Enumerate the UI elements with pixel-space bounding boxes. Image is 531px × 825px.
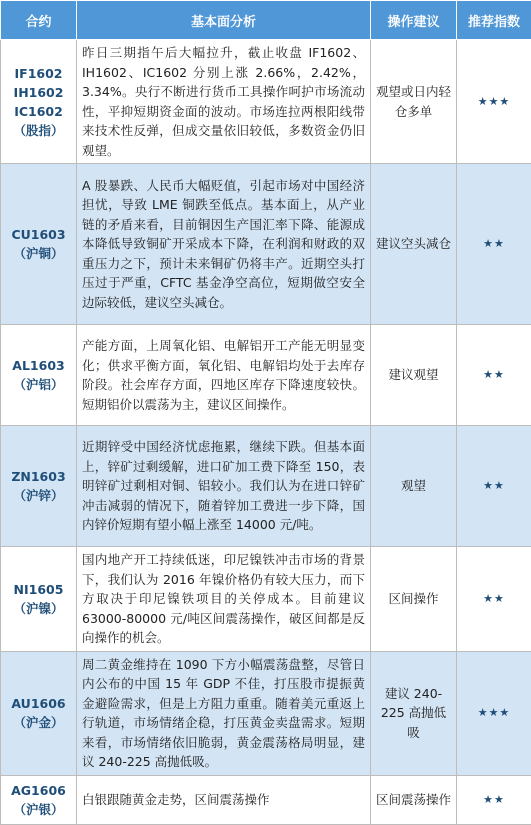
contract-code: AU1606 bbox=[3, 694, 74, 713]
header-analysis: 基本面分析 bbox=[77, 1, 371, 40]
rating-stars: ★★ bbox=[457, 775, 531, 824]
header-contract: 合约 bbox=[1, 1, 77, 40]
rating-stars: ★★ bbox=[457, 164, 531, 325]
contract-cell bbox=[1, 651, 77, 775]
contract-code: ZN1603 bbox=[3, 467, 74, 486]
rating-stars: ★★★ bbox=[457, 40, 531, 164]
contract-cell bbox=[1, 775, 77, 824]
table-row bbox=[1, 40, 531, 164]
analysis-cell: 国内地产开工持续低迷，印尼镍铁冲击市场的背景下，我们认为 2016 年镍价格仍有较大压力，而下方取决于印尼镍铁项目的关停成本。目前建议 63000-80000 元/吨区间震荡操作，破区间都是反向操作的机会。 bbox=[77, 547, 371, 652]
table-row bbox=[1, 325, 531, 426]
table-row bbox=[1, 547, 531, 652]
analysis-cell: 产能方面，上周氧化铝、电解铝开工产能无明显变化；供求平衡方面，氧化铝、电解铝均处于去库存阶段。社会库存方面，四地区库存下降速度较快。短期铝价以震荡为主，建议区间操作。 bbox=[77, 325, 371, 426]
contract-category: （沪银） bbox=[3, 800, 74, 819]
rating-stars: ★★ bbox=[457, 325, 531, 426]
contract-cell bbox=[1, 40, 77, 164]
advice-cell: 建议观望 bbox=[371, 325, 457, 426]
rating-stars: ★★ bbox=[457, 426, 531, 547]
analysis-cell: 周二黄金维持在 1090 下方小幅震荡盘整，尽管日内公布的中国 15 年 GDP 不佳，打压股市提振黄金避险需求，但是上方阻力重重。随着美元重返上行轨道，市场情绪企稳，打压黄金卖盘需求。短期来看，市场情绪依旧脆弱，黄金震荡格局明显，建议 240-225 高抛低吸。 bbox=[77, 651, 371, 775]
contract-cell bbox=[1, 547, 77, 652]
table-row bbox=[1, 426, 531, 547]
contract-code: AG1606 bbox=[3, 781, 74, 800]
contract-category: （沪铜） bbox=[3, 244, 74, 263]
rating-stars: ★★ bbox=[457, 547, 531, 652]
contract-category: （沪镍） bbox=[3, 599, 74, 618]
table-row bbox=[1, 164, 531, 325]
rating-stars: ★★★ bbox=[457, 651, 531, 775]
contract-code: IC1602 bbox=[3, 102, 74, 121]
contract-code: AL1603 bbox=[3, 356, 74, 375]
table-row bbox=[1, 775, 531, 824]
analysis-cell: 昨日三期指午后大幅拉升，截止收盘 IF1602、IH1602、IC1602 分别上涨 2.66%，2.42%，3.34%。央行不断进行货币工具操作呵护市场流动性，平抑短期资金面的波动。市场连拉两根阳线带来技术性反弹，但成交量依旧较低，多数资金仍旧观望。 bbox=[77, 40, 371, 164]
advice-cell: 观望 bbox=[371, 426, 457, 547]
contract-code: CU1603 bbox=[3, 225, 74, 244]
contract-category: （沪铝） bbox=[3, 375, 74, 394]
contract-category: （沪金） bbox=[3, 713, 74, 732]
analysis-cell: 白银跟随黄金走势，区间震荡操作 bbox=[77, 775, 371, 824]
table-header-row bbox=[1, 1, 531, 40]
advice-cell: 区间震荡操作 bbox=[371, 775, 457, 824]
contract-category: （股指） bbox=[3, 121, 74, 140]
analysis-cell: A 股暴跌、人民币大幅贬值，引起市场对中国经济担忧，导致 LME 铜跌至低点。基本面上，从产业链的矛盾来看，目前铜因生产国汇率下降、能源成本降低导致铜矿开采成本下降，在利润和财政的双重压力之下，预计未来铜矿仍将丰产。近期空头打压过于严重，CFTC 基金净空高位，短期做空安全边际较低，建议空头减仓。 bbox=[77, 164, 371, 325]
contract-code: IF1602 bbox=[3, 64, 74, 83]
advice-cell: 建议 240-225 高抛低吸 bbox=[371, 651, 457, 775]
contract-cell bbox=[1, 426, 77, 547]
advice-cell: 观望或日内轻仓多单 bbox=[371, 40, 457, 164]
contract-category: （沪锌） bbox=[3, 486, 74, 505]
header-advice: 操作建议 bbox=[371, 1, 457, 40]
advice-cell: 建议空头减仓 bbox=[371, 164, 457, 325]
contract-cell bbox=[1, 164, 77, 325]
table-row bbox=[1, 651, 531, 775]
header-rating: 推荐指数 bbox=[457, 1, 531, 40]
contract-code: IH1602 bbox=[3, 83, 74, 102]
analysis-cell: 近期锌受中国经济忧虑拖累，继续下跌。但基本面上，锌矿过剩缓解，进口矿加工费下降至 150，表明锌矿过剩相对铜、铝较小。我们认为在进口锌矿冲击减弱的情况下，随着锌加工费进一步下降，国内锌价短期有望小幅上涨至 14000 元/吨。 bbox=[77, 426, 371, 547]
contract-code: NI1605 bbox=[3, 580, 74, 599]
contract-cell bbox=[1, 325, 77, 426]
advice-cell: 区间操作 bbox=[371, 547, 457, 652]
